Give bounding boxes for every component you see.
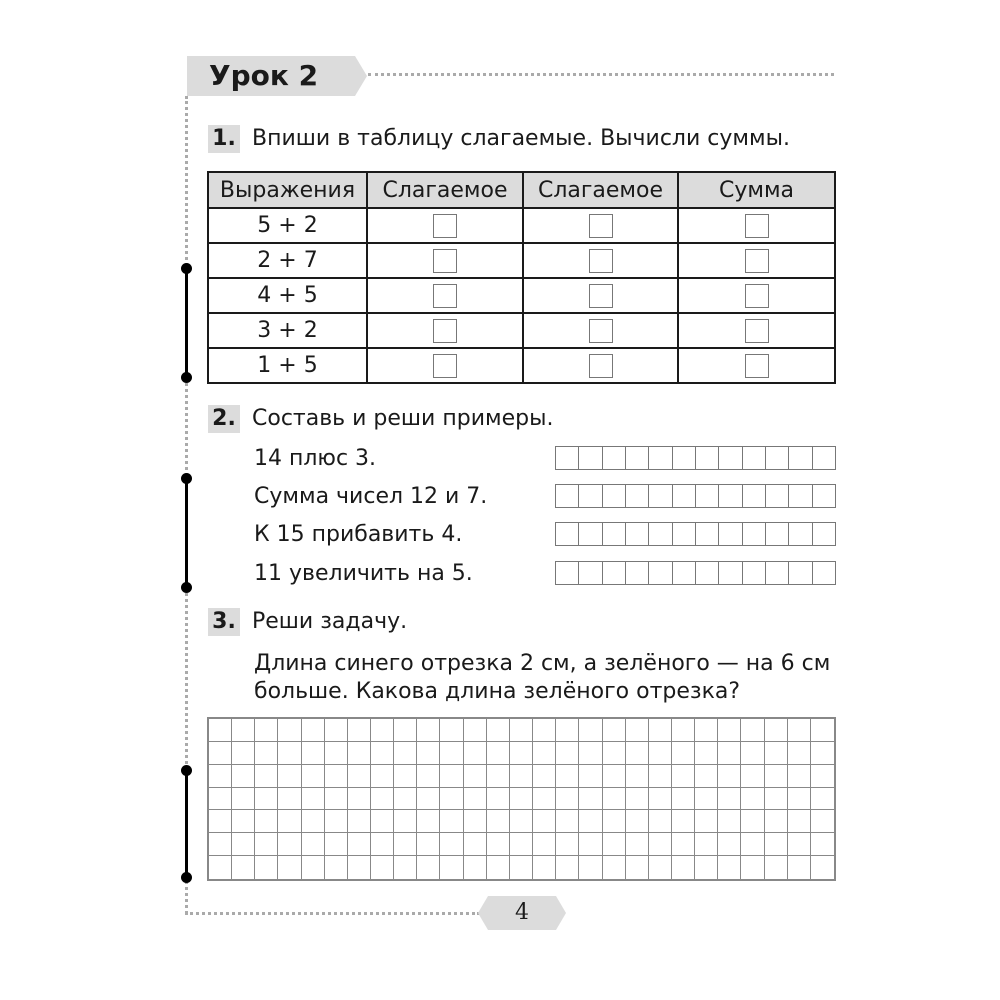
grid-cell <box>741 856 764 879</box>
example-text: Сумма чисел 12 и 7. <box>254 484 488 509</box>
grid-cell <box>649 742 672 765</box>
answer-box[interactable] <box>745 319 769 343</box>
answer-box[interactable] <box>589 354 613 378</box>
grid-cell <box>302 788 325 811</box>
grid-cell <box>695 719 718 742</box>
sum-cell <box>678 208 835 243</box>
grid-cell <box>811 765 834 788</box>
grid-cell <box>302 856 325 879</box>
grid-cell <box>487 719 510 742</box>
word-problem <box>254 650 830 706</box>
example-text: К 15 прибавить 4. <box>254 522 463 547</box>
grid-cell <box>487 810 510 833</box>
grid-cell <box>603 856 626 879</box>
grid-cell <box>209 810 232 833</box>
grid-cell <box>417 742 440 765</box>
answer-box[interactable] <box>745 214 769 238</box>
page-number: 4 <box>515 900 529 925</box>
grid-cell <box>371 719 394 742</box>
grid-cell <box>487 765 510 788</box>
grid-cell <box>533 719 556 742</box>
grid-cell <box>603 765 626 788</box>
grid-cell <box>741 765 764 788</box>
sum-cell <box>678 243 835 278</box>
grid-cell <box>464 719 487 742</box>
grid-cell <box>348 742 371 765</box>
grid-cell <box>579 742 602 765</box>
grid-cell <box>348 833 371 856</box>
answer-grid[interactable] <box>555 484 836 508</box>
grid-cell <box>695 833 718 856</box>
grid-cell <box>464 810 487 833</box>
addend-2-cell <box>523 208 678 243</box>
answer-box[interactable] <box>589 319 613 343</box>
grid-cell <box>533 765 556 788</box>
grid-cell <box>649 765 672 788</box>
grid-cell <box>325 765 348 788</box>
grid-cell <box>371 833 394 856</box>
answer-grid[interactable] <box>555 561 836 585</box>
answer-box[interactable] <box>433 249 457 273</box>
grid-cell <box>348 810 371 833</box>
grid-cell <box>510 833 533 856</box>
grid-cell <box>278 788 301 811</box>
addend-2-cell <box>523 348 678 383</box>
grid-cell <box>510 810 533 833</box>
grid-cell <box>232 856 255 879</box>
grid-cell <box>718 719 741 742</box>
grid-cell <box>741 742 764 765</box>
grid-cell <box>718 810 741 833</box>
grid-cell <box>371 810 394 833</box>
grid-cell <box>232 788 255 811</box>
grid-cell <box>741 810 764 833</box>
frame-bottom-dotted-line <box>185 912 480 915</box>
grid-cell <box>510 856 533 879</box>
table-header-row <box>208 172 835 208</box>
table-row <box>208 208 835 243</box>
addend-2-cell <box>523 313 678 348</box>
grid-cell <box>533 810 556 833</box>
lesson-header <box>187 56 367 96</box>
grid-cell <box>394 765 417 788</box>
grid-cell <box>811 742 834 765</box>
grid-cell <box>440 833 463 856</box>
grid-cell <box>394 856 417 879</box>
grid-cell <box>209 833 232 856</box>
grid-cell <box>209 765 232 788</box>
example-text: 14 плюс 3. <box>254 446 377 471</box>
grid-cell <box>649 833 672 856</box>
grid-cell <box>464 765 487 788</box>
grid-cell <box>278 719 301 742</box>
grid-cell <box>255 788 278 811</box>
grid-cell <box>788 856 811 879</box>
grid-cell <box>649 810 672 833</box>
answer-box[interactable] <box>745 284 769 308</box>
table-row <box>208 348 835 383</box>
addend-1-cell <box>367 243 523 278</box>
grid-cell <box>765 856 788 879</box>
grid-cell <box>626 856 649 879</box>
grid-cell <box>440 742 463 765</box>
binder-dot <box>181 473 192 484</box>
expression-cell: 3 + 2 <box>208 313 367 348</box>
grid-cell <box>603 719 626 742</box>
grid-cell <box>603 810 626 833</box>
grid-cell <box>579 810 602 833</box>
expression-cell: 2 + 7 <box>208 243 367 278</box>
addend-1-cell <box>367 278 523 313</box>
answer-box[interactable] <box>433 319 457 343</box>
grid-cell <box>533 742 556 765</box>
grid-cell <box>278 833 301 856</box>
grid-cell <box>348 788 371 811</box>
grid-cell <box>232 833 255 856</box>
column-header-addend-1: Слагаемое <box>367 172 523 208</box>
grid-cell <box>672 742 695 765</box>
binder-line <box>185 770 188 878</box>
grid-cell <box>464 856 487 879</box>
grid-cell <box>556 833 579 856</box>
binder-line <box>185 268 188 378</box>
answer-box[interactable] <box>745 249 769 273</box>
task-3-number: 3. <box>208 608 240 636</box>
grid-cell <box>417 810 440 833</box>
grid-cell <box>626 833 649 856</box>
grid-cell <box>741 719 764 742</box>
grid-cell <box>325 788 348 811</box>
grid-cell <box>394 742 417 765</box>
grid-cell <box>417 833 440 856</box>
grid-cell <box>487 833 510 856</box>
grid-cell <box>440 810 463 833</box>
answer-box[interactable] <box>589 284 613 308</box>
grid-cell <box>255 719 278 742</box>
binder-dot <box>181 765 192 776</box>
grid-cell <box>278 810 301 833</box>
frame-top-dotted-line <box>368 73 834 76</box>
grid-cell <box>232 765 255 788</box>
grid-cell <box>533 856 556 879</box>
grid-cell <box>718 856 741 879</box>
grid-cell <box>765 742 788 765</box>
grid-cell <box>325 742 348 765</box>
grid-cell <box>209 788 232 811</box>
grid-cell <box>741 833 764 856</box>
grid-cell <box>579 856 602 879</box>
binder-dot <box>181 372 192 383</box>
grid-cell <box>695 765 718 788</box>
grid-cell <box>302 742 325 765</box>
grid-cell <box>556 810 579 833</box>
grid-cell <box>510 719 533 742</box>
grid-cell <box>209 856 232 879</box>
binder-dot <box>181 582 192 593</box>
grid-cell <box>232 719 255 742</box>
solution-grid[interactable] <box>207 717 836 881</box>
grid-cell <box>464 788 487 811</box>
grid-cell <box>209 719 232 742</box>
grid-cell <box>278 856 301 879</box>
grid-cell <box>302 765 325 788</box>
expression-cell: 1 + 5 <box>208 348 367 383</box>
grid-cell <box>255 810 278 833</box>
example-text: 11 увеличить на 5. <box>254 561 473 586</box>
grid-cell <box>695 810 718 833</box>
grid-cell <box>348 765 371 788</box>
answer-box[interactable] <box>589 249 613 273</box>
problem-line: Длина синего отрезка 2 см, а зелёного — на 6 см <box>254 651 831 676</box>
grid-cell <box>649 856 672 879</box>
grid-cell <box>487 788 510 811</box>
grid-cell <box>255 856 278 879</box>
grid-cell <box>788 765 811 788</box>
grid-cell <box>788 742 811 765</box>
sum-cell <box>678 313 835 348</box>
sum-cell <box>678 348 835 383</box>
grid-cell <box>325 719 348 742</box>
grid-cell <box>510 765 533 788</box>
grid-cell <box>440 765 463 788</box>
task-2-number: 2. <box>208 405 240 433</box>
addends-table <box>207 171 836 384</box>
grid-cell <box>579 719 602 742</box>
grid-cell <box>695 742 718 765</box>
grid-cell <box>440 719 463 742</box>
grid-cell <box>556 856 579 879</box>
grid-cell <box>811 788 834 811</box>
grid-cell <box>371 765 394 788</box>
grid-cell <box>440 856 463 879</box>
answer-box[interactable] <box>589 214 613 238</box>
grid-cell <box>626 719 649 742</box>
binder-line <box>185 478 188 588</box>
grid-cell <box>487 742 510 765</box>
grid-cell <box>417 788 440 811</box>
grid-cell <box>394 788 417 811</box>
task-1-instruction: Впиши в таблицу слагаемые. Вычисли суммы. <box>252 126 790 151</box>
grid-cell <box>626 765 649 788</box>
grid-cell <box>371 742 394 765</box>
grid-cell <box>394 719 417 742</box>
grid-cell <box>626 742 649 765</box>
grid-cell <box>603 742 626 765</box>
grid-cell <box>325 833 348 856</box>
grid-cell <box>695 788 718 811</box>
grid-cell <box>718 742 741 765</box>
expression-cell: 5 + 2 <box>208 208 367 243</box>
grid-cell <box>232 810 255 833</box>
grid-cell <box>255 742 278 765</box>
grid-cell <box>371 788 394 811</box>
grid-cell <box>533 833 556 856</box>
task-2-instruction: Составь и реши примеры. <box>252 406 554 431</box>
grid-cell <box>579 833 602 856</box>
grid-cell <box>556 788 579 811</box>
answer-box[interactable] <box>433 214 457 238</box>
grid-cell <box>302 719 325 742</box>
grid-cell <box>417 719 440 742</box>
grid-cell <box>533 788 556 811</box>
addend-2-cell <box>523 243 678 278</box>
grid-cell <box>302 833 325 856</box>
binder-dot <box>181 872 192 883</box>
grid-cell <box>579 788 602 811</box>
grid-cell <box>325 810 348 833</box>
grid-cell <box>811 810 834 833</box>
grid-cell <box>255 765 278 788</box>
grid-cell <box>626 788 649 811</box>
grid-cell <box>440 788 463 811</box>
grid-cell <box>394 833 417 856</box>
lesson-title: Урок 2 <box>209 59 319 92</box>
task-1-number: 1. <box>208 125 240 153</box>
column-header-addend-2: Слагаемое <box>523 172 678 208</box>
grid-cell <box>718 765 741 788</box>
grid-cell <box>649 788 672 811</box>
addend-1-cell <box>367 348 523 383</box>
binder-dot <box>181 263 192 274</box>
grid-cell <box>278 742 301 765</box>
grid-cell <box>371 856 394 879</box>
column-header-sum: Сумма <box>678 172 835 208</box>
grid-cell <box>464 742 487 765</box>
grid-cell <box>649 719 672 742</box>
grid-cell <box>556 742 579 765</box>
grid-cell <box>672 719 695 742</box>
grid-cell <box>348 856 371 879</box>
grid-cell <box>672 833 695 856</box>
problem-line: больше. Какова длина зелёного отрезка? <box>254 679 741 704</box>
column-header-expressions: Выражения <box>208 172 367 208</box>
grid-cell <box>510 788 533 811</box>
answer-grid[interactable] <box>555 522 836 546</box>
grid-cell <box>788 810 811 833</box>
grid-cell <box>788 833 811 856</box>
grid-cell <box>672 810 695 833</box>
grid-cell <box>765 833 788 856</box>
grid-cell <box>626 810 649 833</box>
grid-cell <box>556 719 579 742</box>
grid-cell <box>765 719 788 742</box>
grid-cell <box>741 788 764 811</box>
addend-1-cell <box>367 208 523 243</box>
grid-cell <box>603 788 626 811</box>
grid-cell <box>765 788 788 811</box>
grid-cell <box>232 742 255 765</box>
addend-1-cell <box>367 313 523 348</box>
table-row <box>208 243 835 278</box>
grid-cell <box>556 765 579 788</box>
grid-cell <box>464 833 487 856</box>
answer-grid[interactable] <box>555 446 836 470</box>
grid-cell <box>510 742 533 765</box>
grid-cell <box>811 833 834 856</box>
grid-cell <box>348 719 371 742</box>
page-number-tab <box>478 896 566 930</box>
grid-cell <box>417 856 440 879</box>
grid-cell <box>394 810 417 833</box>
grid-cell <box>788 788 811 811</box>
grid-cell <box>255 833 278 856</box>
grid-cell <box>811 719 834 742</box>
grid-cell <box>788 719 811 742</box>
grid-cell <box>302 810 325 833</box>
grid-cell <box>672 765 695 788</box>
grid-cell <box>765 765 788 788</box>
sum-cell <box>678 278 835 313</box>
grid-cell <box>417 765 440 788</box>
grid-cell <box>672 856 695 879</box>
table-row <box>208 278 835 313</box>
grid-cell <box>695 856 718 879</box>
grid-cell <box>278 765 301 788</box>
answer-box[interactable] <box>745 354 769 378</box>
grid-cell <box>209 742 232 765</box>
expression-cell: 4 + 5 <box>208 278 367 313</box>
grid-cell <box>487 856 510 879</box>
grid-cell <box>603 833 626 856</box>
grid-cell <box>672 788 695 811</box>
answer-box[interactable] <box>433 354 457 378</box>
answer-box[interactable] <box>433 284 457 308</box>
grid-cell <box>718 788 741 811</box>
grid-cell <box>325 856 348 879</box>
addend-2-cell <box>523 278 678 313</box>
grid-cell <box>718 833 741 856</box>
grid-cell <box>811 856 834 879</box>
table-row <box>208 313 835 348</box>
grid-cell <box>765 810 788 833</box>
task-3-instruction: Реши задачу. <box>252 609 408 634</box>
grid-cell <box>579 765 602 788</box>
